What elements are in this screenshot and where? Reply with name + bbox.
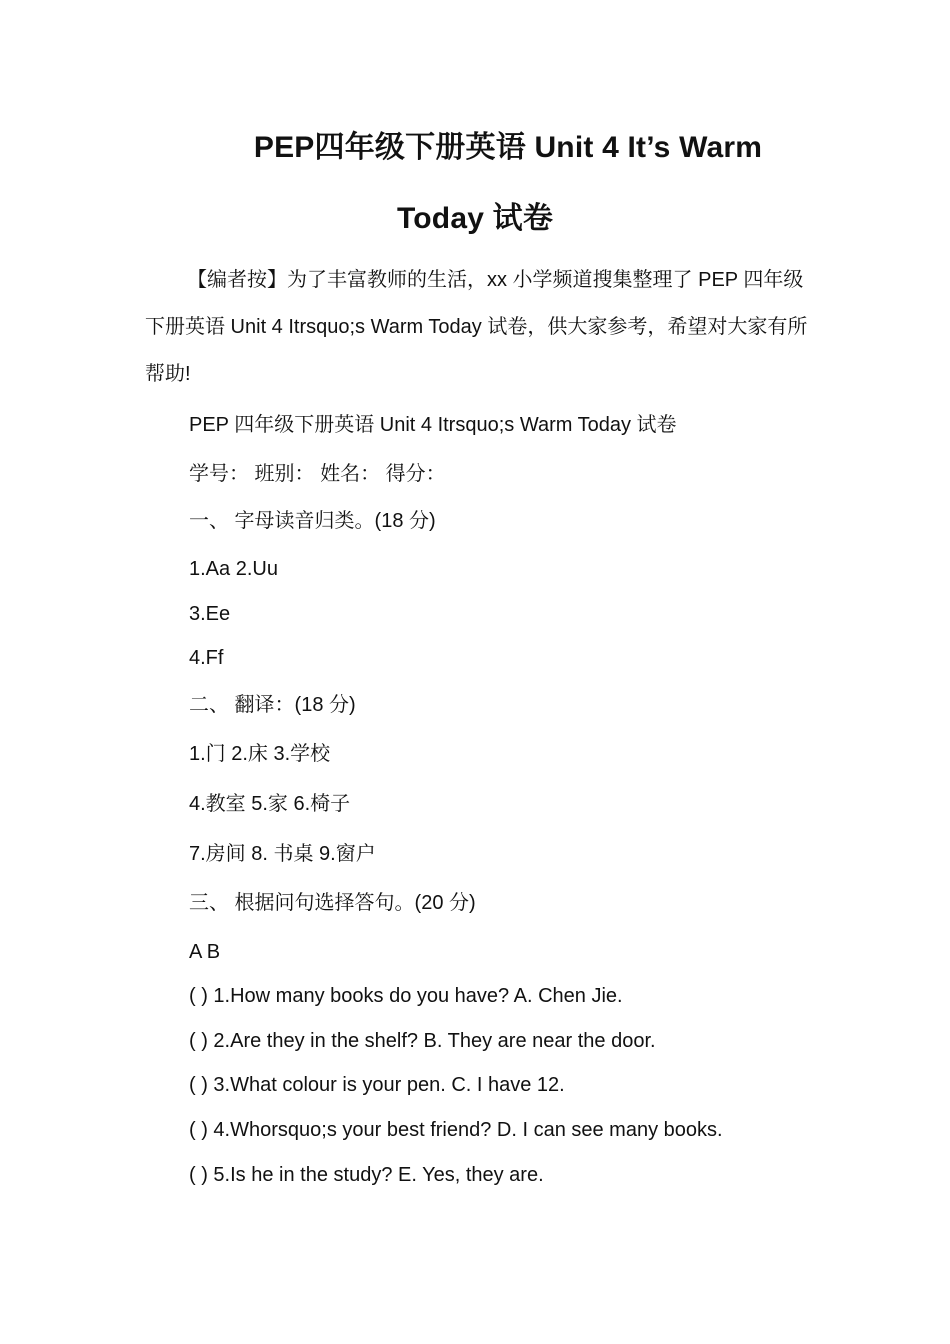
student-info-line: 学号： 班别： 姓名： 得分： bbox=[189, 463, 446, 485]
exercise-line: 4.教室 5.家 6.椅子 bbox=[189, 793, 351, 815]
section-heading-3: 三、 根据问句选择答句。(20 分) bbox=[189, 892, 476, 914]
section-heading-1: 一、 字母读音归类。(18 分) bbox=[189, 510, 436, 532]
question-line: ( ) 3.What colour is your pen. C. I have 12. bbox=[189, 1074, 565, 1096]
section-heading-2: 二、 翻译：(18 分) bbox=[189, 694, 356, 716]
exercise-line: 3.Ee bbox=[189, 603, 231, 625]
question-line: ( ) 5.Is he in the study? E. Yes, they are. bbox=[189, 1164, 544, 1186]
column-header-line: A B bbox=[189, 941, 221, 963]
exercise-line: 4.Ff bbox=[189, 647, 224, 669]
editor-note-paragraph: 【编者按】为了丰富教师的生活，xx 小学频道搜集整理了 PEP 四年级下册英语 Unit 4 Itrsquo;s Warm Today 试卷，供大家参考，希望对大家有所帮助! bbox=[145, 269, 808, 385]
question-line: ( ) 2.Are they in the shelf? B. They are near the door. bbox=[189, 1030, 656, 1052]
document-title-line-2: Today 试卷 bbox=[396, 202, 554, 235]
exercise-line: 1.Aa 2.Uu bbox=[189, 558, 278, 580]
question-line: ( ) 1.How many books do you have? A. Chen Jie. bbox=[189, 985, 623, 1007]
document-title-line-1: PEP四年级下册英语 Unit 4 It’s Warm bbox=[253, 131, 763, 164]
exercise-line: 7.房间 8. 书桌 9.窗户 bbox=[189, 843, 376, 865]
question-line: ( ) 4.Whorsquo;s your best friend? D. I can see many books. bbox=[189, 1119, 723, 1141]
exercise-line: 1.门 2.床 3.学校 bbox=[189, 743, 331, 765]
subtitle-line: PEP 四年级下册英语 Unit 4 Itrsquo;s Warm Today 试卷 bbox=[189, 414, 677, 436]
